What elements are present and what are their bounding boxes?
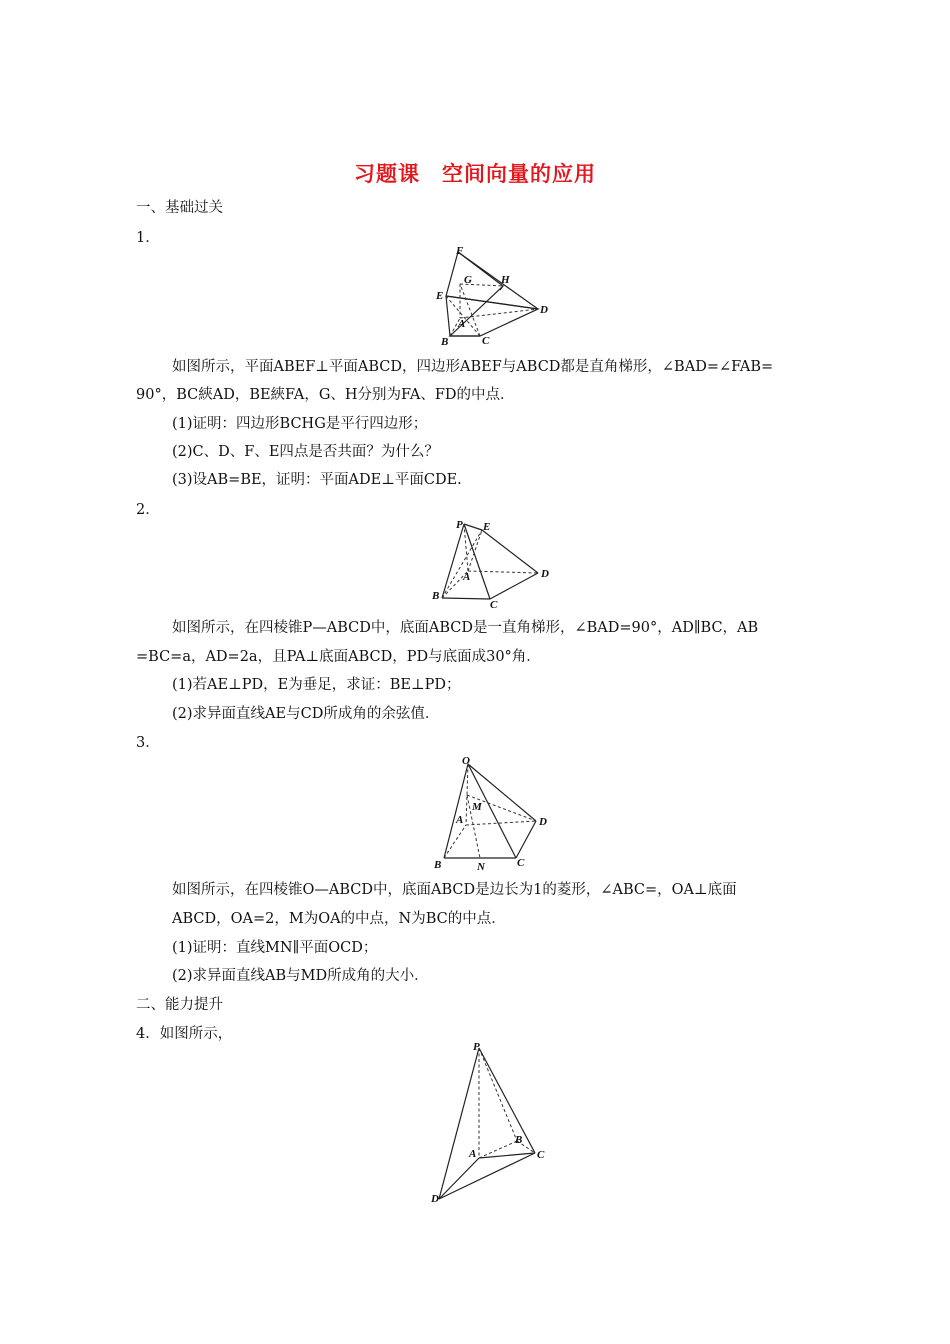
label-H: H: [501, 274, 510, 286]
label-C: C: [490, 599, 498, 611]
label-G: G: [464, 274, 472, 286]
label-P: P: [456, 519, 463, 531]
label-E: E: [483, 521, 491, 533]
problem-3-figure: [428, 752, 558, 877]
problem-1-number: 1．: [136, 230, 160, 246]
label-C: C: [517, 857, 525, 869]
label-B: B: [441, 336, 449, 348]
label-A: A: [456, 814, 464, 826]
problem-1-part-3: (3)设AB=BE，证明：平面ADE⊥平面CDE.: [172, 472, 462, 488]
problem-2-part-2: (2)求异面直线AE与CD所成角的余弦值．: [172, 706, 440, 722]
label-E: E: [436, 290, 444, 302]
label-B: B: [434, 859, 442, 871]
label-B: B: [432, 590, 440, 602]
problem-3-part-2: (2)求异面直线AB与MD所成角的大小．: [172, 968, 429, 984]
problem-2-part-1: (1)若AE⊥PD，E为垂足，求证：BE⊥PD；: [172, 677, 461, 693]
label-M: M: [472, 801, 482, 813]
problem-3-text-2: ABCD，OA=2，M为OA的中点，N为BC的中点．: [172, 911, 506, 927]
label-F: F: [456, 245, 464, 257]
problem-3-text-1: 如图所示，在四棱锥O—ABCD中，底面ABCD是边长为1的菱形，∠ABC=，OA⊥底面: [172, 882, 737, 898]
label-A: A: [469, 1148, 477, 1160]
problem-1-text-2: 90°，BC綊AD，BE綊FA，G、H分别为FA、FD的中点．: [136, 387, 515, 403]
label-A: A: [458, 318, 466, 330]
section-heading-basic: 一、基础过关: [136, 200, 223, 216]
section-heading-advanced: 二、能力提升: [136, 997, 223, 1013]
page-title: 习题课 空间向量的应用: [354, 162, 596, 186]
problem-2-text-2: =BC=a，AD=2a，且PA⊥底面ABCD，PD与底面成30°角．: [136, 649, 541, 665]
label-D: D: [541, 568, 549, 580]
problem-4-text: 4．如图所示，: [136, 1026, 233, 1042]
label-N: N: [477, 861, 485, 873]
problem-1-part-2: (2)C、D、F、E四点是否共面？为什么？: [172, 444, 439, 460]
problem-1-text-1: 如图所示，平面ABEF⊥平面ABCD，四边形ABEF与ABCD都是直角梯形，∠BAD=∠FAB=: [172, 359, 774, 375]
label-D: D: [539, 816, 547, 828]
problem-2-number: 2．: [136, 502, 160, 518]
label-P: P: [473, 1041, 480, 1053]
problem-1-figure: [428, 240, 558, 350]
label-B: B: [515, 1134, 523, 1146]
problem-2-text-1: 如图所示，在四棱锥P—ABCD中，底面ABCD是一直角梯形，∠BAD=90°，AD∥BC，AB: [172, 620, 759, 636]
label-C: C: [482, 335, 490, 347]
label-O: O: [462, 755, 470, 767]
problem-3-part-1: (1)证明：直线MN∥平面OCD；: [172, 940, 378, 956]
problem-1-part-1: (1)证明：四边形BCHG是平行四边形；: [172, 416, 428, 432]
problem-3-number: 3．: [136, 735, 160, 751]
label-D: D: [431, 1193, 439, 1205]
label-C: C: [537, 1149, 545, 1161]
label-A: A: [463, 571, 471, 583]
label-D: D: [540, 304, 548, 316]
problem-4-figure: [425, 1036, 565, 1211]
problem-2-figure: [428, 514, 558, 614]
